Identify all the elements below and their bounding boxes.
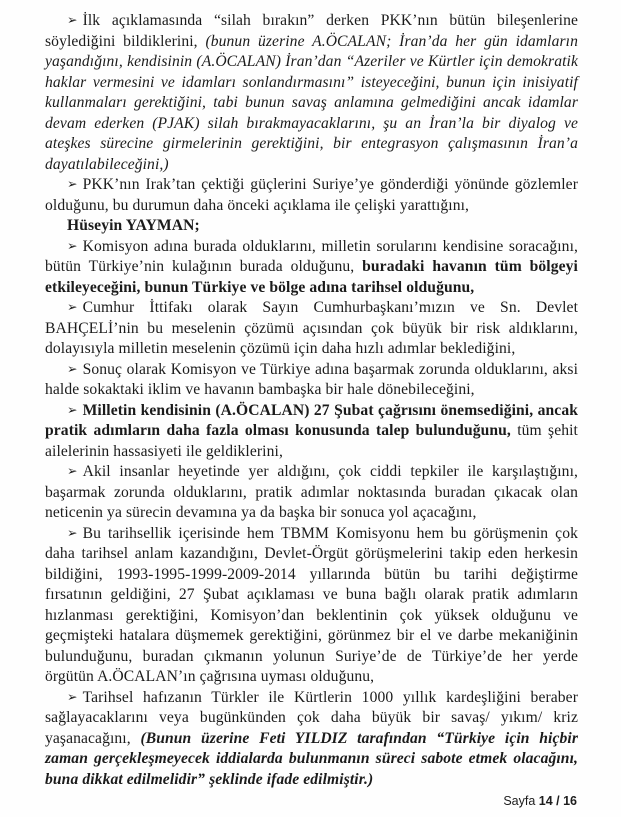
bullet-arrow-icon: ➢ xyxy=(67,237,78,253)
bullet-arrow-icon: ➢ xyxy=(67,463,78,478)
paragraph xyxy=(45,298,578,360)
paragraph xyxy=(45,401,578,463)
text-run: Sonuç olarak Komisyon ve Türkiye adına başarmak zorunda olduklarını, aksi halde sokaktaki iklim ve havanın bambaşka bir hale dönebileceğini, xyxy=(45,360,578,398)
bullet-arrow-icon: ➢ xyxy=(67,176,78,191)
text-run: Tarihsel hafızanın Türkler ile Kürtlerin 1000 yıllık kardeşliğini beraber sağlayacaklarını veya bugünkünden çok daha büyük bir savaş/ yıkım/ kriz yaşanacağını, xyxy=(45,688,578,747)
speaker-heading xyxy=(45,216,578,237)
bullet-arrow-icon: ➢ xyxy=(67,360,78,376)
paragraph xyxy=(45,688,578,791)
text-run: Milletin kendisinin (A.ÖCALAN) 27 Şubat çağrısını önemsediğini, ancak pratik adımların daha fazla olması konusunda talep bulunduğunu, xyxy=(45,401,578,439)
bullet-arrow-icon: ➢ xyxy=(67,299,78,314)
page-number: 14 / 16 xyxy=(538,794,577,808)
bullet-arrow-icon: ➢ xyxy=(67,12,78,27)
paragraph xyxy=(45,237,578,299)
text-run: PKK’nın Irak’tan çektiği güçlerini Suriye’ye gönderdiği yönünde gözlemler olduğunu, bu durumun daha önceki açıklama ile çelişki yarattığını, xyxy=(45,176,578,214)
text-run: Hüseyin YAYMAN; xyxy=(67,217,200,234)
paragraph xyxy=(45,462,578,524)
page-footer xyxy=(503,794,577,808)
text-run: buradaki havanın tüm bölgeyi etkileyeceğini, bunun Türkiye ve bölge adına tarihsel olduğunu, xyxy=(45,258,578,296)
paragraph xyxy=(45,175,578,216)
text-run: Komisyon adına burada olduklarını, milletin sorularını kendisine soracağını, bütün Türkiye’nin kulağının burada olduğunu, xyxy=(45,237,578,275)
text-run: İlk açıklamasında “silah bırakın” derken PKK’nın bütün bileşenlerine söylediğini bildiklerini, xyxy=(45,12,578,50)
bullet-arrow-icon: ➢ xyxy=(67,401,78,417)
bullet-arrow-icon: ➢ xyxy=(67,524,78,540)
paragraph xyxy=(45,524,578,688)
document-body xyxy=(45,11,578,790)
text-run: (Bunun üzerine Feti YILDIZ tarafından “Türkiye için hiçbir zaman gerçekleşmeyecek iddialarda bulunmanın süreci sabote etmek olacağını, buna dikkat edilmelidir” şeklinde ifade edilmiştir.) xyxy=(45,729,578,788)
bullet-arrow-icon: ➢ xyxy=(67,688,78,704)
paragraph xyxy=(45,11,578,175)
text-run: (bunun üzerine A.ÖCALAN; İran’da her gün idamların yaşandığını, kendisinin (A.ÖCALAN) İran’dan “Azeriler ve Kürtler için demokratik haklar vermesini ve idamları sonlandırmasını” isteyeceğini, bunun için inisiyatif kullanmaları gerektiğini, tabi bunun savaş anlamına gelmediğini ancak idamlar devam ederken (PJAK) silah bırakmayacaklarını, şu an İran’la bir diyalog ve ateşkes sürecine girmelerinin gerektiğini, bir entegrasyon çalışmasının İran’a dayatılabileceğini,) xyxy=(45,32,578,173)
text-run: Bu tarihsellik içerisinde hem TBMM Komisyonu hem bu görüşmenin çok daha tarihsel anlam kazandığını, Devlet-Örgüt görüşmelerini takip eden herkesin bildiğini, 1993-1995-1999-2009-2014 yıllarında bütün bu tarihi değiştirme fırsatının geldiğini, 27 Şubat açıklaması ve buna bağlı olarak pratik adımların hızlanması gerektiğini, Komisyon’dan beklentinin çok yüksek olduğunu ve geçmişteki hatalara düşmemek gerektiğini, görünmez bir el ve darbe mekaniğinin bulunduğunu, buradan çıkmanın yolunun Suriye’de de Türkiye’de her yerde örgütün A.ÖCALAN’ın çağrısına uyması olduğunu, xyxy=(45,524,578,685)
text-run: Cumhur İttifakı olarak Sayın Cumhurbaşkanı’mızın ve Sn. Devlet BAHÇELİ’nin bu meselenin çözümü açısından çok büyük bir risk aldıklarını, dolayısıyla milletin meselenin çözümü için daha hızlı adımlar beklediğini, xyxy=(45,299,578,357)
text-run: tüm şehit ailelerinin hassasiyeti ile geldiklerini, xyxy=(45,422,578,460)
text-run: Akil insanlar heyetinde yer aldığını, çok ciddi tepkiler ile karşılaştığını, başarmak zorunda olduklarını, pratik adımlar noktasında buradan çıkacak olan neticenin ya sürecin devamına ya da başka bir sonuca yol açacağını, xyxy=(45,463,578,521)
footer-label: Sayfa xyxy=(503,794,536,808)
paragraph xyxy=(45,360,578,401)
